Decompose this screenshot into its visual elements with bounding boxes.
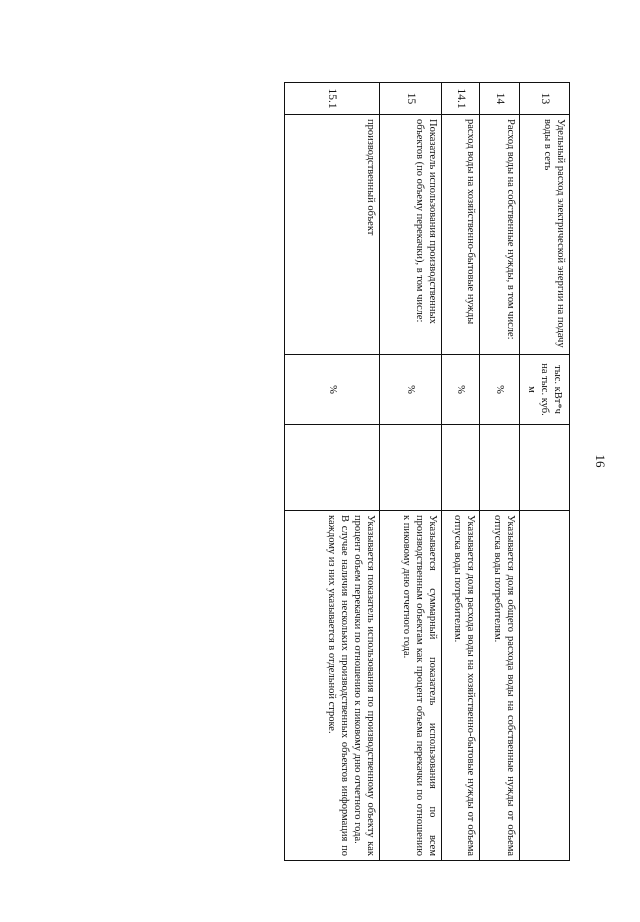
row-number: 15: [380, 83, 442, 115]
unit-cell: %: [380, 355, 442, 425]
description-paragraph: Указывается показатель использования по производственному объекту как процент объем перекачки по отношению к пиковому дню отчетного года.: [351, 515, 376, 856]
indicator-name: Показатель использования производственных объектов (по объему перекачки), в том числе:: [380, 115, 442, 355]
value-cell: [520, 425, 570, 511]
indicator-name: Расход воды на собственные нужды, в том числе:: [480, 115, 520, 355]
unit-cell: %: [285, 355, 380, 425]
row-number: 13: [520, 83, 570, 115]
table-row: [520, 83, 570, 861]
rotated-table-container: [285, 82, 570, 860]
indicator-name: расход воды на хозяйственно-бытовые нужды: [442, 115, 480, 355]
table-row: [442, 83, 480, 861]
unit-cell: %: [480, 355, 520, 425]
unit-cell: %: [442, 355, 480, 425]
indicators-table: [284, 82, 570, 861]
description-cell: [442, 511, 480, 861]
row-number: 15.1: [285, 83, 380, 115]
description-paragraph: Указывается доля общего расхода воды на собственные нужды от объема отпуска воды потребителям.: [491, 515, 516, 856]
row-number: 14: [480, 83, 520, 115]
value-cell: [380, 425, 442, 511]
table-row: [380, 83, 442, 861]
value-cell: [480, 425, 520, 511]
value-cell: [285, 425, 380, 511]
unit-cell: тыс. кВт*ч на тыс. куб. м: [520, 355, 570, 425]
indicator-name: производственный объект: [285, 115, 380, 355]
description-cell: [520, 511, 570, 861]
description-paragraph: Указывается доля расхода воды на хозяйственно-бытовые нужды от объема отпуска воды потребителям.: [451, 515, 476, 856]
row-number: 14.1: [442, 83, 480, 115]
description-cell: [285, 511, 380, 861]
description-cell: [480, 511, 520, 861]
description-paragraph: Указывается суммарный показатель использования по всем производственным объектам как процент объема перекачки по отношению к пиковому дню отчетного года.: [400, 515, 438, 856]
description-cell: [380, 511, 442, 861]
table-row: [480, 83, 520, 861]
description-paragraph: В случае наличия нескольких производственных объектов информация по каждому из них указывается в отдельной строке.: [325, 515, 350, 856]
indicator-name: Удельный расход электрической энергии на подачу воды в сеть: [520, 115, 570, 355]
value-cell: [442, 425, 480, 511]
table-row: [285, 83, 380, 861]
page-number: 16: [593, 454, 608, 468]
